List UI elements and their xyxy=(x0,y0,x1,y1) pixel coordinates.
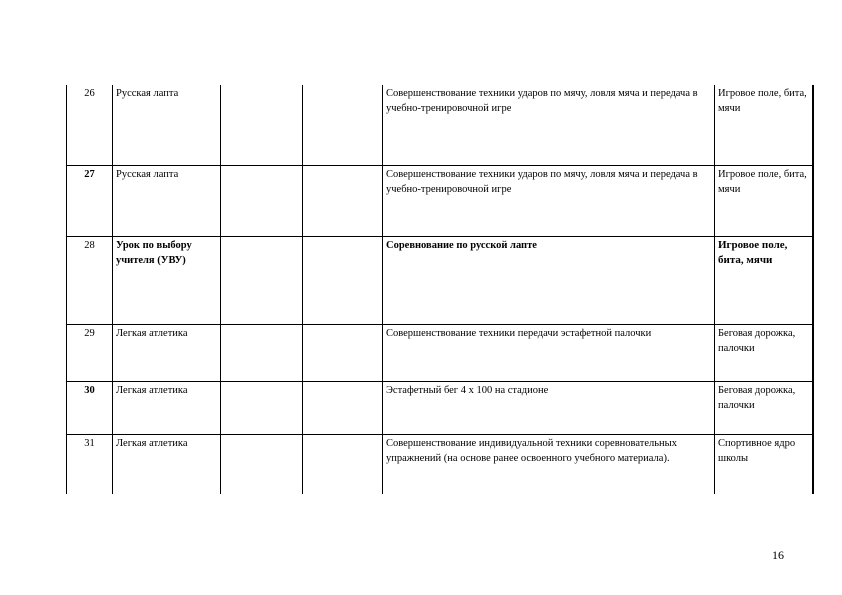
lesson-equipment: Спортивное ядро школы xyxy=(715,434,813,494)
empty-cell xyxy=(221,85,303,165)
empty-cell xyxy=(303,434,383,494)
lesson-number: 28 xyxy=(67,236,113,324)
lesson-number: 31 xyxy=(67,434,113,494)
lesson-content: Совершенствование техники передачи эстафетной палочки xyxy=(383,324,715,381)
empty-cell xyxy=(303,324,383,381)
lesson-equipment: Беговая дорожка, палочки xyxy=(715,324,813,381)
lesson-equipment: Игровое поле, бита, мячи xyxy=(715,165,813,236)
empty-cell xyxy=(221,434,303,494)
empty-cell xyxy=(221,324,303,381)
lesson-content: Совершенствование техники ударов по мячу, ловля мяча и передача в учебно-тренировочной игре xyxy=(383,165,715,236)
lesson-content: Совершенствование техники ударов по мячу, ловля мяча и передача в учебно-тренировочной игре xyxy=(383,85,715,165)
lesson-number: 29 xyxy=(67,324,113,381)
lesson-topic: Легкая атлетика xyxy=(113,324,221,381)
lesson-topic: Русская лапта xyxy=(113,165,221,236)
page-number: 16 xyxy=(772,548,784,562)
table-row xyxy=(67,165,813,236)
empty-cell xyxy=(303,85,383,165)
lesson-topic: Русская лапта xyxy=(113,85,221,165)
table-row xyxy=(67,434,813,494)
lesson-content: Соревнование по русской лапте xyxy=(383,236,715,324)
table-row xyxy=(67,236,813,324)
empty-cell xyxy=(221,381,303,434)
lesson-topic: Легкая атлетика xyxy=(113,434,221,494)
empty-cell xyxy=(221,165,303,236)
lesson-content: Совершенствование индивидуальной техники соревновательных упражнений (на основе ранее освоенного учебного материала). xyxy=(383,434,715,494)
lesson-number: 30 xyxy=(67,381,113,434)
table-row xyxy=(67,85,813,165)
lesson-equipment: Беговая дорожка, палочки xyxy=(715,381,813,434)
lesson-number: 26 xyxy=(67,85,113,165)
empty-cell xyxy=(221,236,303,324)
lesson-plan-table xyxy=(66,85,814,494)
lesson-number: 27 xyxy=(67,165,113,236)
lesson-equipment: Игровое поле, бита, мячи xyxy=(715,236,813,324)
empty-cell xyxy=(303,236,383,324)
table-row xyxy=(67,381,813,434)
lesson-topic: Урок по выбору учителя (УВУ) xyxy=(113,236,221,324)
empty-cell xyxy=(303,165,383,236)
lesson-equipment: Игровое поле, бита, мячи xyxy=(715,85,813,165)
lesson-content: Эстафетный бег 4 х 100 на стадионе xyxy=(383,381,715,434)
lesson-topic: Легкая атлетика xyxy=(113,381,221,434)
table-row xyxy=(67,324,813,381)
empty-cell xyxy=(303,381,383,434)
